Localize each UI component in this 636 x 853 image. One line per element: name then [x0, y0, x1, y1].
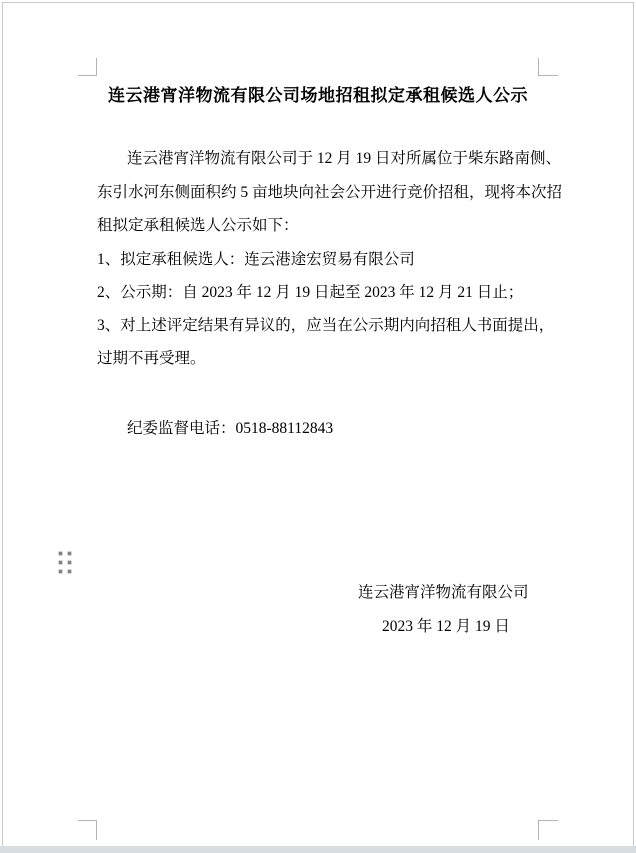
- body-line-paragraph1-1: 连云港宵洋物流有限公司于 12 月 19 日对所属位于柴东路南侧、: [127, 150, 562, 167]
- body-line-paragraph1-3: 租拟定承租候选人公示如下：: [97, 217, 299, 234]
- handle-dot: [68, 552, 71, 555]
- handle-dot: [59, 552, 62, 555]
- signature-date: 2023 年 12 月 19 日: [382, 618, 510, 635]
- handle-dot: [68, 561, 71, 564]
- corner-mark-top-left-icon: [78, 58, 97, 76]
- handle-dot: [59, 570, 62, 573]
- body-line-item-2: 2、公示期：自 2023 年 12 月 19 日起至 2023 年 12 月 21 日止；: [97, 284, 524, 301]
- body-line-item-3-continued: 过期不再受理。: [97, 350, 206, 367]
- body-line-item-1: 1、拟定承租候选人：连云港途宏贸易有限公司: [97, 251, 415, 268]
- handle-dot: [59, 561, 62, 564]
- horizontal-scrollbar-track[interactable]: [0, 846, 636, 853]
- body-line-item-3: 3、对上述评定结果有异议的，应当在公示期内向招租人书面提出，: [97, 317, 555, 334]
- body-line-paragraph1-2: 东引水河东侧面积约 5 亩地块向社会公开进行竞价招租，现将本次招: [97, 184, 563, 201]
- signature-company: 连云港宵洋物流有限公司: [358, 584, 529, 601]
- corner-mark-bottom-right-icon: [538, 820, 558, 840]
- object-drag-handle-icon[interactable]: [59, 552, 71, 573]
- handle-dot: [68, 570, 71, 573]
- document-title: 连云港宵洋物流有限公司场地招租拟定承租候选人公示: [108, 86, 528, 105]
- corner-mark-top-right-icon: [538, 58, 558, 76]
- corner-mark-bottom-left-icon: [78, 820, 97, 840]
- phone-line: 纪委监督电话：0518-88112843: [127, 420, 334, 437]
